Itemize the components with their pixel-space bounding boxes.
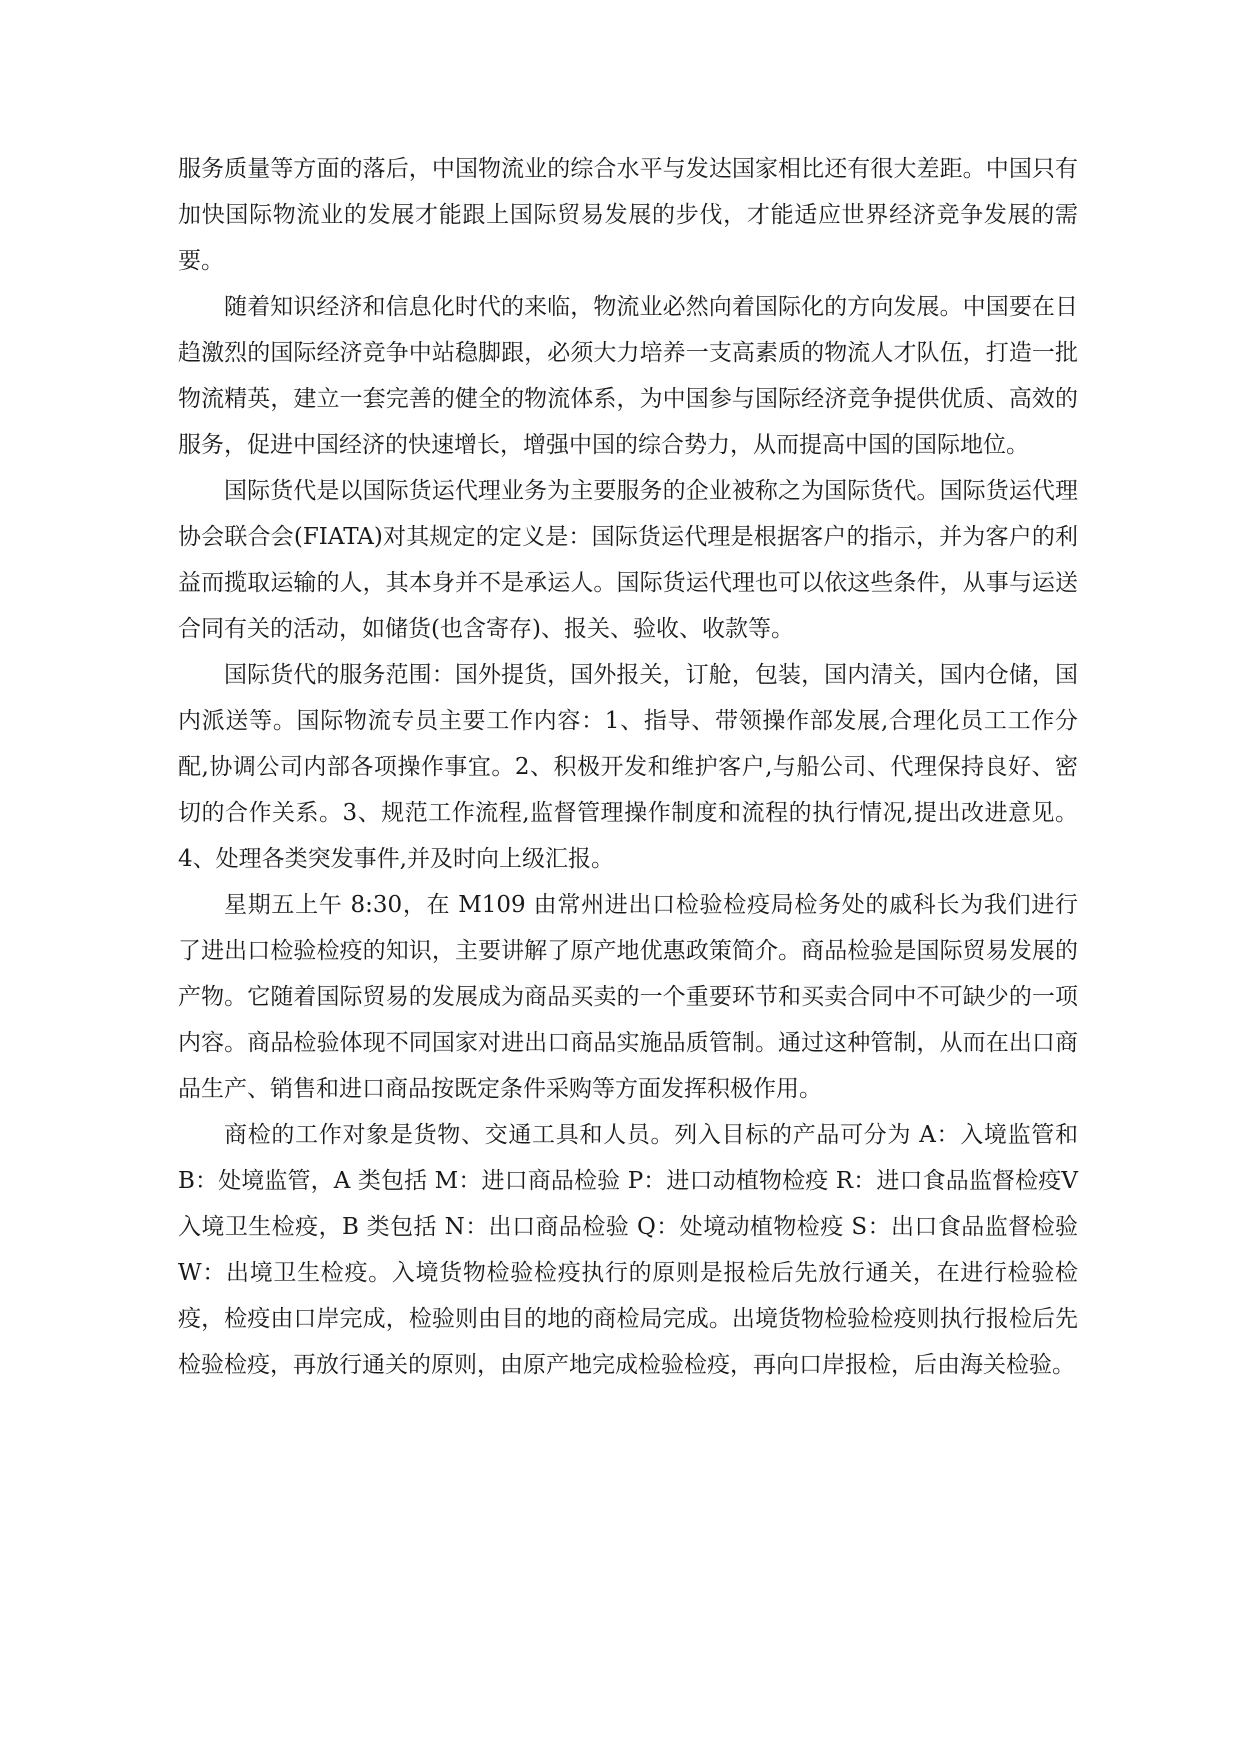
document-body xyxy=(178,146,1078,1388)
paragraph-inspection-objects: 商检的工作对象是货物、交通工具和人员。列入目标的产品可分为 A：入境监管和 B：处境监管，A 类包括 M：进口商品检验 P：进口动植物检疫 R：进口食品监督检疫Ⅴ入境卫生检疫，B 类包括 N：出口商品检验 Q：处境动植物检疫 S：出口食品监督检验 W：出境卫生检疫。入境货物检验检疫执行的原则是报检后先放行通关，在进行检验检疫，检疫由口岸完成，检验则由目的地的商检局完成。出境货物检验检疫则执行报检后先检验检疫，再放行通关的原则，由原产地完成检验检疫，再向口岸报检，后由海关检验。 xyxy=(178,1122,1078,1378)
paragraph-freight-forwarder-scope: 国际货代的服务范围：国外提货，国外报关，订舱，包装，国内清关，国内仓储，国内派送等。国际物流专员主要工作内容：1、指导、带领操作部发展,合理化员工工作分配,协调公司内部各项操作事宜。2、积极开发和维护客户,与船公司、代理保持良好、密切的合作关系。3、规范工作流程,监督管理操作制度和流程的执行情况,提出改进意见。4、处理各类突发事件,并及时向上级汇报。 xyxy=(178,662,1078,872)
paragraph-continuation: 服务质量等方面的落后，中国物流业的综合水平与发达国家相比还有很大差距。中国只有加快国际物流业的发展才能跟上国际贸易发展的步伐，才能适应世界经济竞争发展的需要。 xyxy=(178,156,1078,274)
paragraph-freight-forwarder-definition: 国际货代是以国际货运代理业务为主要服务的企业被称之为国际货代。国际货运代理协会联合会(FIATA)对其规定的定义是：国际货运代理是根据客户的指示，并为客户的利益而揽取运输的人，其本身并不是承运人。国际货运代理也可以依这些条件，从事与运送合同有关的活动，如储货(也含寄存)、报关、验收、收款等。 xyxy=(178,478,1078,642)
paragraph-inspection-lecture: 星期五上午 8:30，在 M109 由常州进出口检验检疫局检务处的戚科长为我们进行了进出口检验检疫的知识，主要讲解了原产地优惠政策简介。商品检验是国际贸易发展的产物。它随着国际贸易的发展成为商品买卖的一个重要环节和买卖合同中不可缺少的一项内容。商品检验体现不同国家对进出口商品实施品质管制。通过这种管制，从而在出口商品生产、销售和进口商品按既定条件采购等方面发挥积极作用。 xyxy=(178,892,1078,1102)
paragraph-logistics-internationalization: 随着知识经济和信息化时代的来临，物流业必然向着国际化的方向发展。中国要在日趋激烈的国际经济竞争中站稳脚跟，必须大力培养一支高素质的物流人才队伍，打造一批物流精英，建立一套完善的健全的物流体系，为中国参与国际经济竞争提供优质、高效的服务，促进中国经济的快速增长，增强中国的综合势力，从而提高中国的国际地位。 xyxy=(178,294,1078,458)
